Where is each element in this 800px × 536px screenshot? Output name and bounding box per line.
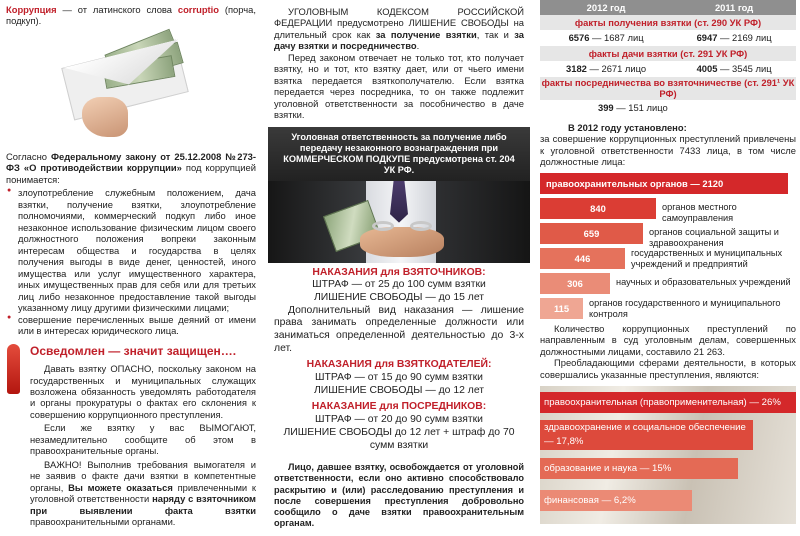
hands-shape <box>360 227 444 257</box>
officials-bar: правоохранительных органов — 2120 <box>540 173 788 194</box>
bar-row <box>540 298 796 319</box>
crimes-count-text: Количество коррупционных преступлений по направленным в суд уголовным делам, совершенных должностными лицами, составило 21 263. <box>540 322 796 357</box>
important-text: привлеченными к уголовной ответственности <box>30 481 256 505</box>
intro-paragraph <box>274 6 524 52</box>
table-row <box>540 15 796 30</box>
law-suffix: под коррупцией понимается: <box>6 162 256 185</box>
bar-row <box>540 198 796 223</box>
bar-side-label: органов местного самоуправления <box>662 201 737 223</box>
table-row <box>540 30 796 46</box>
bar-row <box>540 173 796 194</box>
cell-unit: — 2671 лицо <box>586 63 647 75</box>
cell-unit: — 2169 лиц <box>717 32 772 44</box>
bribery-stats-table <box>540 0 796 116</box>
warning-paragraph: Если же взятку у вас ВЫМОГАЮТ, незамедлительно сообщите об этом в правоохранительные органы. <box>30 422 256 457</box>
officials-bar: 115 <box>540 298 583 319</box>
penalty-extra: Дополнительный вид наказания — лишение права занимать определенные должности или заниматься определенной деятельностью до 3-х лет. <box>274 304 524 354</box>
penalty-line: ЛИШЕНИЕ СВОБОДЫ до 12 лет + штраф до 70 сумм взятки <box>283 426 515 451</box>
important-bold: наряду с взяточником при выявлении факта взятки <box>30 493 256 516</box>
penalty-line: ЛИШЕНИЕ СВОБОДЫ — до 15 лет <box>313 291 485 303</box>
right-column <box>536 0 800 536</box>
table-row <box>540 61 796 77</box>
cell-number: 4005 <box>696 63 718 75</box>
law-reference <box>6 151 256 185</box>
year-2012-title: В 2012 году установлено: <box>568 121 687 133</box>
middle-column <box>268 0 530 536</box>
def-rest: — от латинского слова <box>56 4 178 15</box>
hand-image <box>82 97 128 137</box>
spheres-chart <box>540 386 796 524</box>
warning-paragraph-important <box>30 459 256 528</box>
bar-row <box>540 223 796 248</box>
row-label: факты посредничества во взяточничестве (ст. 291¹ УК РФ) <box>541 77 795 100</box>
def-word: corruptio <box>177 4 220 15</box>
law-prefix: Согласно <box>6 150 51 162</box>
row-label: факты дачи взятки (ст. 291 УК РФ) <box>540 46 796 61</box>
penalty-title: НАКАЗАНИЯ для ВЗЯТОЧНИКОВ: <box>312 266 486 278</box>
warning-section <box>6 344 256 527</box>
table-cell <box>672 30 796 46</box>
bar-side-label: органов социальной защиты и здравоохранения <box>649 226 779 248</box>
law-name: Федеральному закону от 25.12.2008 №273-ФЗ «О противодействии коррупции» <box>6 150 256 174</box>
sphere-bar: здравоохранение и социальное обеспечение — 17,8% <box>540 420 753 450</box>
table-row <box>540 77 796 100</box>
def-term: Коррупция <box>6 4 57 15</box>
bar-side-label: государственных и муниципальных учреждений и предприятий <box>631 247 783 269</box>
table-cell <box>540 100 796 116</box>
table-cell <box>540 61 672 77</box>
officials-bar: 659 <box>540 223 643 244</box>
list-item: ● злоупотребление служебным положением, дача взятки, получение взятки, злоупотребление полномочиями, коммерческий подкуп либо иное незаконное использование физическим лицом своего должностного положения вопреки законным интересам общества и государства в целях получения выгоды в виде денег, ценностей, иного имущества или услуг имущественного характера, иных имущественных прав для себя или для третьих лиц либо незаконное предоставление такой выгоды указанному лицу другими физическими лицами; <box>6 187 256 313</box>
sphere-bar: финансовая — 6,2% <box>540 490 692 511</box>
table-cell <box>672 61 796 77</box>
intro-text: , так и <box>476 28 515 40</box>
penalties-section <box>274 267 524 453</box>
cell-number: 399 <box>598 102 614 114</box>
corruption-definition <box>6 4 256 27</box>
sphere-bar: образование и наука — 15% <box>540 458 738 479</box>
year-2012-header: 2012 год <box>540 0 672 15</box>
row-label: факты получения взятки (ст. 290 УК РФ) <box>540 15 796 30</box>
officials-bar: 446 <box>540 248 625 269</box>
cell-number: 3182 <box>566 63 587 75</box>
intro-bold: за дачу взятки и посредничество <box>274 28 524 52</box>
bar-side-label: органов государственного и муниципального контроля <box>589 297 781 319</box>
left-column <box>0 0 262 536</box>
handcuff-shape <box>372 221 394 231</box>
criminal-code-intro <box>274 6 524 121</box>
bar-side-label: научных и образовательных учреждений <box>616 276 791 287</box>
def-tail: (порча, подкуп). <box>6 4 256 27</box>
convicted-text: за совершение коррупционных преступлений привлечены к уголовной ответственности 7433 лица, в том числе должностные лица: <box>540 133 796 168</box>
bar-row <box>540 273 796 294</box>
warning-paragraph: Давать взятку ОПАСНО, поскольку законом на государственных и муниципальных служащих возложена обязанность уведомлять работодателя и органы прокуратуры о фактах его склонения к совершению коррупционного преступления. <box>30 363 256 420</box>
cell-number: 6947 <box>696 32 718 44</box>
important-text: ВАЖНО! Выполнив требования вымогателя и не заявив о факте дачи взятки в компетентные органы, <box>30 458 256 493</box>
penalty-line: ШТРАФ — от 20 до 90 сумм взятки <box>315 414 483 426</box>
cell-number: 6576 <box>568 32 590 44</box>
handcuffed-hands-image <box>268 181 530 263</box>
commercial-bribery-box: Уголовная ответственность за получение либо передачу незаконного вознаграждения при КОММЕРЧЕСКОМ ПОДКУПЕ предусмотрена ст. 204 УК РФ. <box>268 127 530 181</box>
handcuff-shape <box>410 221 432 231</box>
cell-unit: — 151 лицо <box>613 102 668 114</box>
cell-unit: — 3545 лиц <box>717 63 772 75</box>
intro-paragraph: Перед законом отвечает не только тот, кто получает взятку, но и тот, кто взятку дает, или от чьего имени взятка передается взяткополучателю. Если взятка передается через посредника, то он также подлежит уголовной ответственности за пособничество в даче взятки. <box>274 51 524 121</box>
warning-title: Осведомлен — значит защищен…. <box>30 344 237 359</box>
table-row <box>540 100 796 116</box>
penalty-title: НАКАЗАНИЕ для ПОСРЕДНИКОВ: <box>311 401 487 413</box>
intro-bold: за получение взятки <box>375 28 477 40</box>
bar-row <box>540 248 796 269</box>
important-text: правоохранительными органами. <box>30 516 176 528</box>
penalty-line: ШТРАФ — от 25 до 100 сумм взятки <box>312 279 486 291</box>
spheres-intro-text: Преобладающими сферами деятельности, в которых совершались указанные преступления, являются: <box>540 357 796 380</box>
sphere-bar: правоохранительная (правоприменительная) — 26% <box>540 392 796 413</box>
penalty-title: НАКАЗАНИЯ для ВЗЯТКОДАТЕЛЕЙ: <box>306 359 492 371</box>
officials-bar: 840 <box>540 198 656 219</box>
table-header-row <box>540 0 796 15</box>
year-2011-header: 2011 год <box>672 0 796 15</box>
officials-bar-chart <box>540 173 796 319</box>
exclamation-icon <box>6 344 22 362</box>
officials-bar: 306 <box>540 273 610 294</box>
penalty-line: ЛИШЕНИЕ СВОБОДЫ — до 12 лет <box>313 384 485 396</box>
table-cell <box>540 30 672 46</box>
bribe-envelope-image <box>46 35 196 145</box>
penalty-line: ШТРАФ — от 15 до 90 сумм взятки <box>315 372 483 384</box>
exemption-note: Лицо, давшее взятку, освобождается от уголовной ответственности, если оно активно способствовало раскрытию и (или) расследованию преступления и после совершения преступления добровольно сообщило о даче взятки правоохранительным органам. <box>274 462 524 529</box>
cell-unit: — 1687 лиц <box>589 32 644 44</box>
intro-text: . <box>416 40 420 52</box>
list-item: ● совершение перечисленных выше деяний от имени или в интересах юридического лица. <box>6 314 256 337</box>
corruption-items-list <box>6 187 256 336</box>
important-bold: Вы можете оказаться <box>68 481 173 493</box>
intro-text: УГОЛОВНЫМ КОДЕКСОМ РОССИЙСКОЙ ФЕДЕРАЦИИ предусмотрено ЛИШЕНИЕ СВОБОДЫ на длительный срок как <box>274 6 524 40</box>
table-row <box>540 46 796 61</box>
